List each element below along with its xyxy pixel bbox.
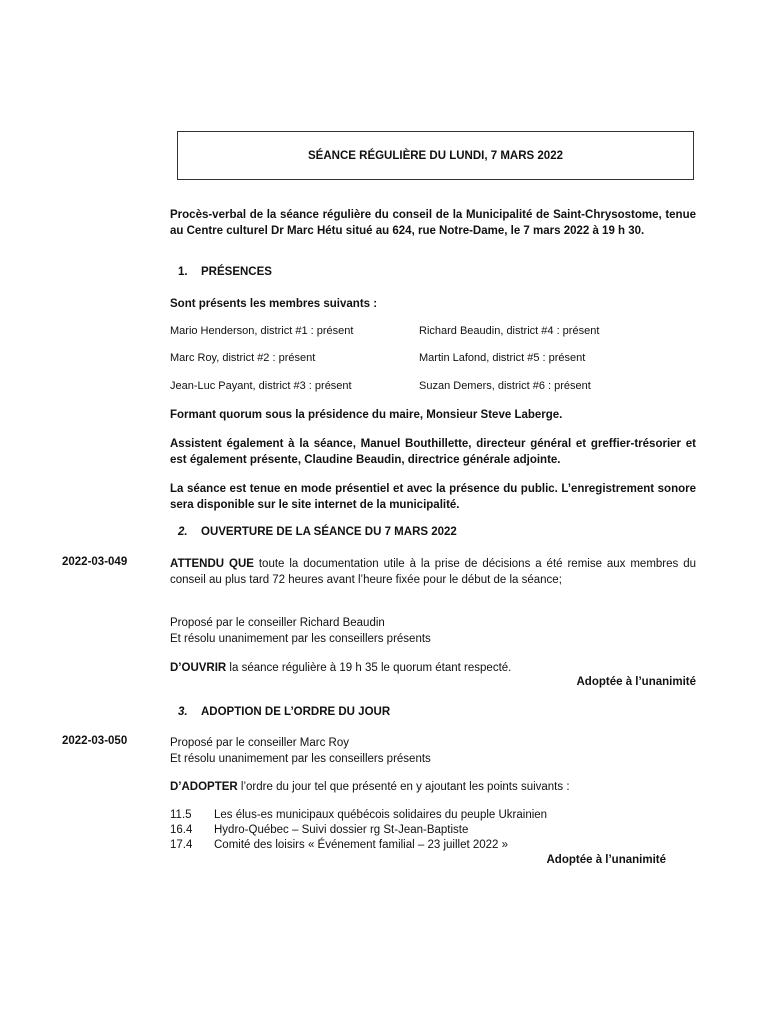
- adopted-label: Adoptée à l’unanimité: [576, 676, 696, 688]
- action-keyword: D’OUVRIR: [170, 662, 227, 674]
- agenda-item: [170, 824, 468, 836]
- proposed-by: Proposé par le conseiller Marc Roy: [170, 737, 349, 749]
- seance-paragraph: La séance est tenue en mode présentiel et avec la présence du public. L’enregistrement sonore sera disponible sur le site internet de la municipalité.: [170, 483, 696, 511]
- adopted-label: Adoptée à l’unanimité: [546, 854, 666, 866]
- attendu-text: toute la documentation utile à la prise de décisions a été remise aux membres du conseil au plus tard 72 heures avant l’heure fixée pour le début de la séance;: [170, 558, 696, 586]
- document-title: [177, 131, 694, 180]
- member-district-5: Martin Lafond, district #5 : présent: [419, 352, 586, 364]
- member-district-6: Suzan Demers, district #6 : présent: [419, 380, 591, 392]
- action-keyword: D’ADOPTER: [170, 781, 238, 793]
- title-text: SÉANCE RÉGULIÈRE DU LUNDI, 7 MARS 2022: [308, 149, 563, 162]
- attendu-keyword: ATTENDU QUE: [170, 558, 254, 570]
- section-heading-ouverture: [178, 526, 457, 538]
- agenda-item-text: Hydro-Québec – Suivi dossier rg St-Jean-Baptiste: [214, 824, 469, 836]
- agenda-item-text: Les élus-es municipaux québécois solidaires du peuple Ukrainien: [214, 809, 548, 821]
- member-district-2: Marc Roy, district #2 : présent: [170, 352, 316, 364]
- resolved-by: Et résolu unanimement par les conseillers présents: [170, 753, 431, 765]
- agenda-item: [170, 839, 508, 851]
- members-heading: Sont présents les membres suivants :: [170, 298, 378, 310]
- member-district-1: Mario Henderson, district #1 : présent: [170, 325, 354, 337]
- intro-paragraph: Procès-verbal de la séance régulière du conseil de la Municipalité de Saint-Chrysostome, tenue au Centre culturel Dr Marc Hétu situé au 624, rue Notre-Dame, le 7 mars 2022 à 19 h 30.: [170, 209, 696, 237]
- member-district-4: Richard Beaudin, district #4 : présent: [419, 325, 600, 337]
- section-title: ADOPTION DE L’ORDRE DU JOUR: [201, 706, 391, 718]
- attendu-paragraph: [170, 556, 696, 588]
- action-text: l’ordre du jour tel que présenté en y ajoutant les points suivants :: [237, 781, 570, 793]
- resolution-number: 2022-03-050: [62, 735, 128, 747]
- section-number: 2.: [178, 526, 188, 538]
- section-title: OUVERTURE DE LA SÉANCE DU 7 MARS 2022: [201, 526, 457, 538]
- section-heading-presences: [178, 266, 272, 278]
- agenda-item-number: 11.5: [170, 809, 192, 821]
- resolution-number: 2022-03-049: [62, 556, 128, 568]
- section-heading-adoption: [178, 706, 390, 718]
- agenda-item-number: 16.4: [170, 824, 193, 836]
- section-number: 3.: [178, 706, 188, 718]
- resolved-by: Et résolu unanimement par les conseillers présents: [170, 633, 431, 645]
- assist-paragraph: Assistent également à la séance, Manuel Bouthillette, directeur général et greffier-trésorier et est également présente, Claudine Beaudin, directrice générale adjointe.: [170, 438, 696, 466]
- agenda-item-text: Comité des loisirs « Événement familial – 23 juillet 2022 »: [214, 839, 509, 851]
- agenda-item: [170, 809, 547, 821]
- action-text: la séance régulière à 19 h 35 le quorum étant respecté.: [226, 662, 512, 674]
- action-paragraph: [170, 779, 696, 795]
- member-district-3: Jean-Luc Payant, district #3 : présent: [170, 380, 352, 392]
- action-paragraph: [170, 660, 696, 676]
- quorum-paragraph: Formant quorum sous la présidence du maire, Monsieur Steve Laberge.: [170, 409, 563, 421]
- section-title: PRÉSENCES: [201, 266, 272, 278]
- agenda-item-number: 17.4: [170, 839, 193, 851]
- proposed-by: Proposé par le conseiller Richard Beaudin: [170, 617, 385, 629]
- section-number: 1.: [178, 266, 188, 278]
